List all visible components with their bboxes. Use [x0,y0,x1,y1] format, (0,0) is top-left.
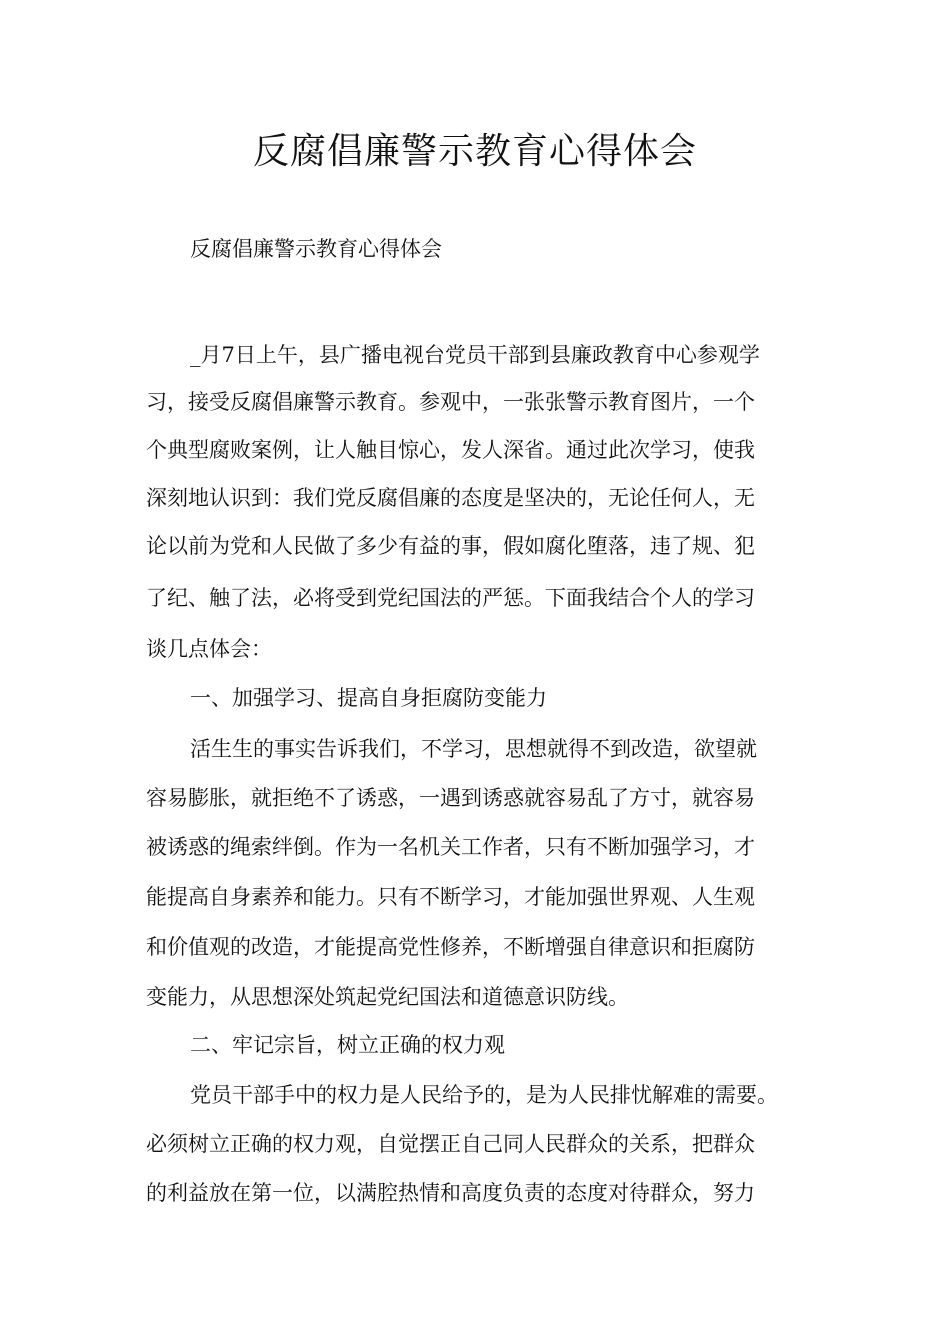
paragraph-3-line-3: 的利益放在第一位，以满腔热情和高度负责的态度对待群众，努力 [146,1181,755,1205]
document-subtitle: 反腐倡廉警示教育心得体会 [190,237,442,261]
paragraph-1-line-2: 习，接受反腐倡廉警示教育。参观中，一张张警示教育图片，一个 [146,390,755,414]
paragraph-2-line-4: 能提高自身素养和能力。只有不断学习，才能加强世界观、人生观 [146,885,755,909]
paragraph-1-line-7: 谈几点体会： [146,637,272,661]
paragraph-2-line-5: 和价值观的改造，才能提高党性修养，不断增强自律意识和拒腐防 [146,935,755,959]
paragraph-2-line-1: 活生生的事实告诉我们，不学习，思想就得不到改造，欲望就 [190,737,757,761]
paragraph-3-line-2: 必须树立正确的权力观，自觉摆正自己同人民群众的关系，把群众 [146,1132,755,1156]
section-heading-2: 二、牢记宗旨，树立正确的权力观 [190,1033,505,1057]
paragraph-1-line-5: 论以前为党和人民做了多少有益的事，假如腐化堕落，违了规、犯 [146,534,755,558]
paragraph-1-line-4: 深刻地认识到：我们党反腐倡廉的态度是坚决的，无论任何人，无 [146,486,755,510]
paragraph-2-line-2: 容易膨胀，就拒绝不了诱惑，一遇到诱惑就容易乱了方寸，就容易 [146,786,755,810]
paragraph-2-line-6: 变能力，从思想深处筑起党纪国法和道德意识防线。 [146,985,629,1009]
paragraph-1-line-3: 个典型腐败案例，让人触目惊心，发人深省。通过此次学习，使我 [146,438,755,462]
section-heading-1: 一、加强学习、提高自身拒腐防变能力 [190,686,547,710]
document-title: 反腐倡廉警示教育心得体会 [252,131,697,172]
paragraph-1-line-6: 了纪、触了法，必将受到党纪国法的严惩。下面我结合个人的学习 [146,586,755,610]
paragraph-3-line-1: 党员干部手中的权力是人民给予的，是为人民排忧解难的需要。 [190,1083,778,1107]
paragraph-2-line-3: 被诱惑的绳索绊倒。作为一名机关工作者，只有不断加强学习，才 [146,835,755,859]
paragraph-1-line-1: _月7日上午，县广播电视台党员干部到县廉政教育中心参观学 [190,343,760,367]
